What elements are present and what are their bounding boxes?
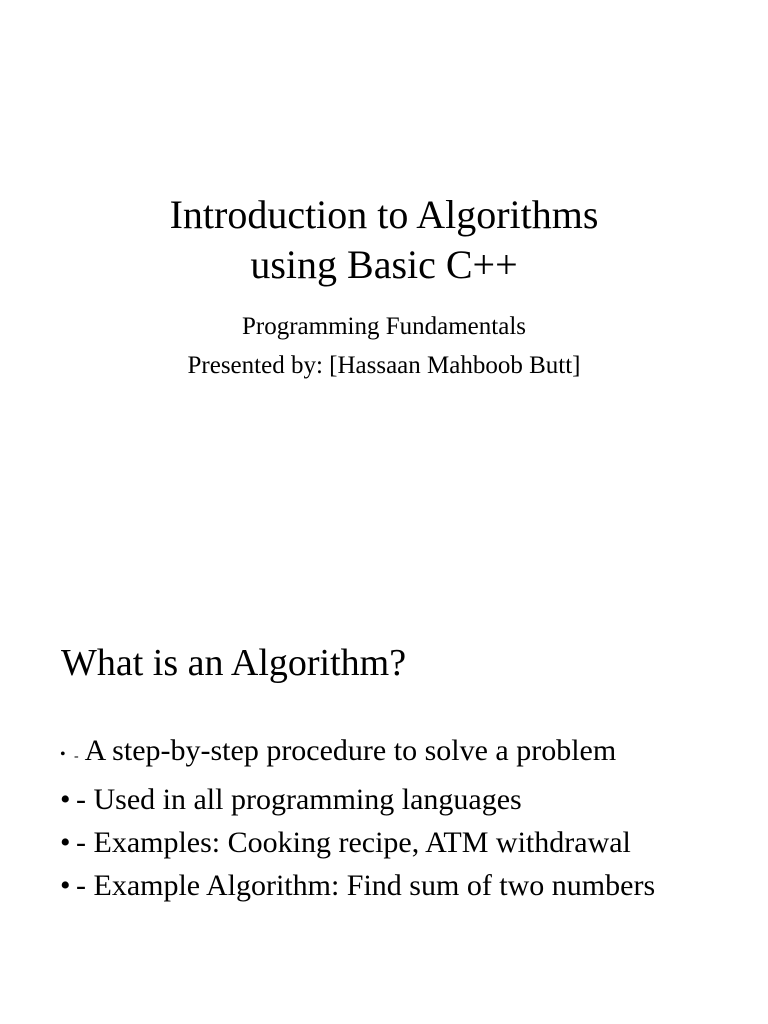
list-item (60, 867, 710, 904)
subtitle-course: Programming Fundamentals (242, 313, 526, 340)
subtitle-presenter: Presented by: [Hassaan Mahboob Butt] (187, 352, 581, 379)
bullet-text: - Example Algorithm: Find sum of two numbers (76, 869, 656, 902)
title-block (0, 190, 768, 290)
list-item (60, 781, 710, 818)
bullet-text: - Examples: Cooking recipe, ATM withdrawal (76, 826, 631, 859)
bullet-icon: • (60, 826, 71, 859)
bullet-icon: • (60, 746, 66, 763)
slide-title-line-2: using Basic C++ (250, 242, 518, 287)
subtitle-block (0, 307, 768, 385)
bullet-text: - Used in all programming languages (76, 783, 522, 816)
bullet-icon: • (60, 783, 71, 816)
list-item (60, 732, 710, 775)
bullet-dash: - (74, 749, 79, 764)
bullet-list (60, 732, 710, 910)
bullet-icon: • (60, 869, 71, 902)
bullet-text: A step-by-step procedure to solve a problem (84, 734, 617, 767)
slide-title (0, 190, 768, 290)
content-slide (0, 512, 768, 1024)
slide-title-line-1: Introduction to Algorithms (169, 192, 599, 237)
content-slide-title: What is an Algorithm? (61, 642, 407, 684)
list-item (60, 824, 710, 861)
